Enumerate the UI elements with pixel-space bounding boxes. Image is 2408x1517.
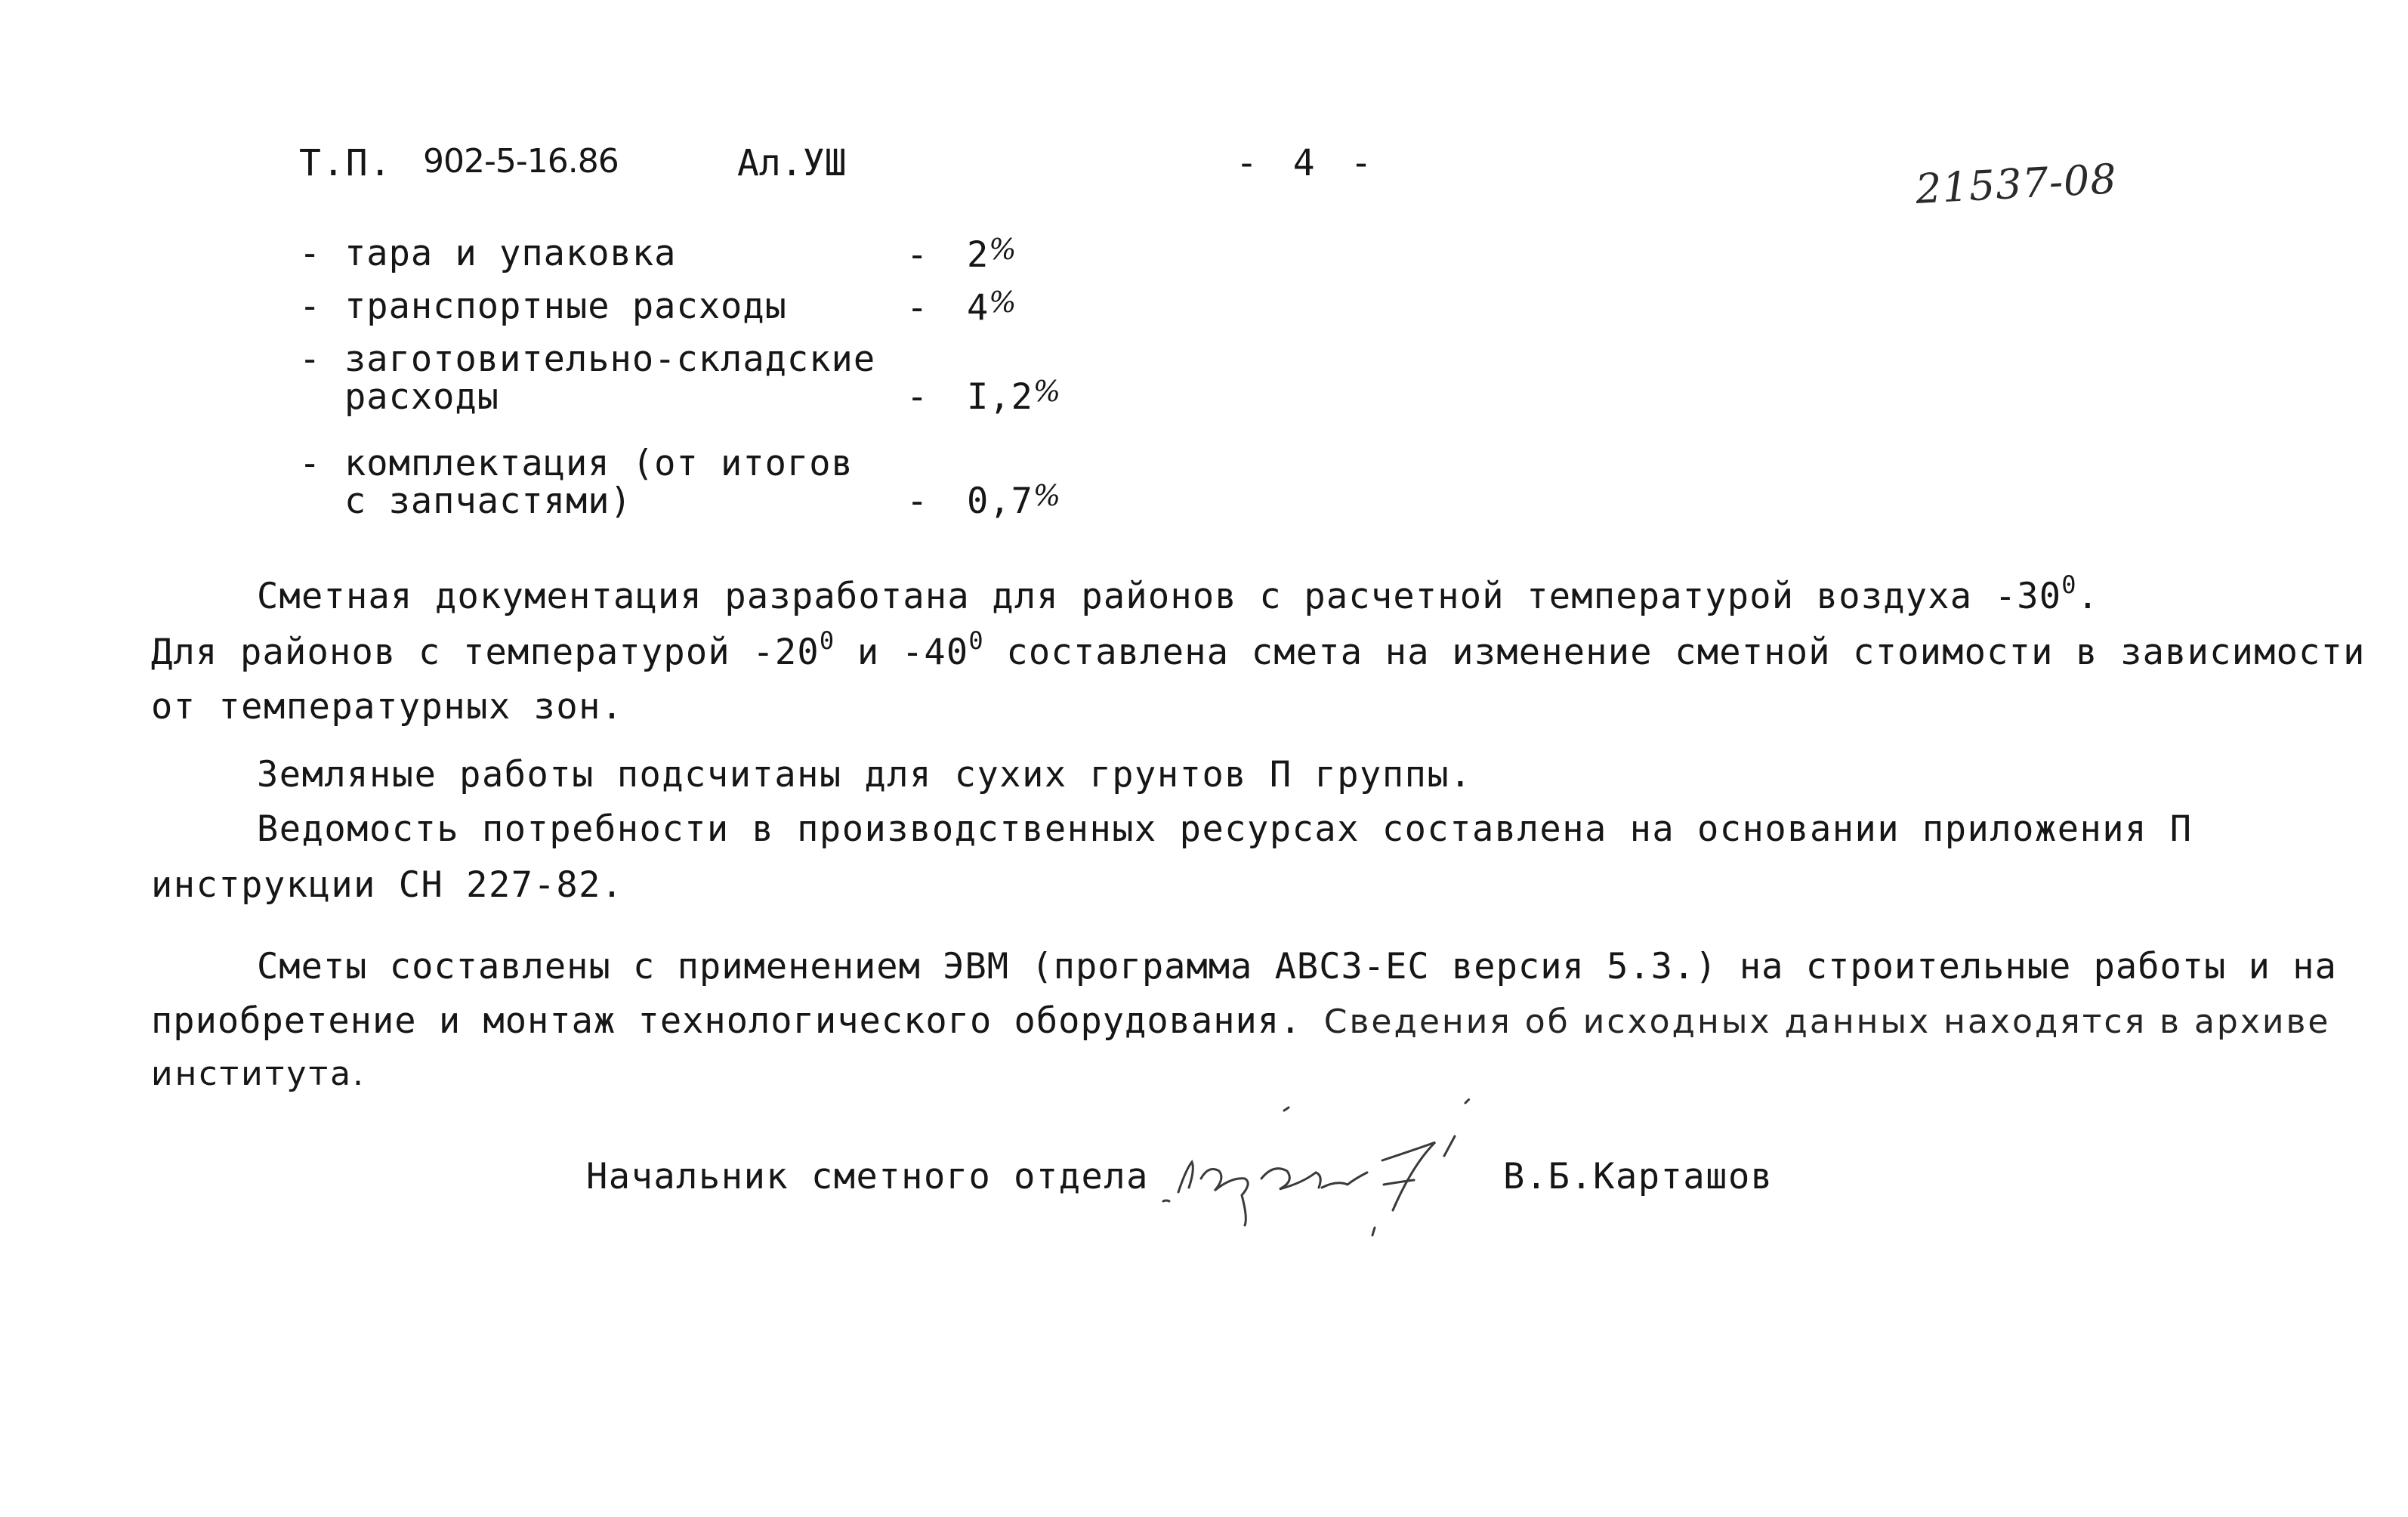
- list-item-separator: -: [906, 234, 929, 276]
- list-item-value: 2%: [967, 233, 1017, 276]
- list-item-label-continued: с запчастями): [344, 480, 632, 522]
- list-item-separator: -: [906, 376, 929, 418]
- paragraph-line: Сметы составлены с применением ЭВМ (программа АВСЗ-ЕС версия 5.3.) на строительные работы и на: [257, 946, 2337, 987]
- paragraph-line: от температурных зон.: [151, 686, 624, 728]
- list-item-dash: -: [299, 338, 322, 380]
- archive-number: 21537-08: [1914, 155, 2119, 213]
- list-item-label: тара и упаковка: [344, 233, 677, 274]
- list-item-label-continued: расходы: [344, 376, 500, 418]
- signature-name: В.Б.Карташов: [1503, 1156, 1774, 1197]
- list-item-label: транспортные расходы: [344, 286, 787, 327]
- paragraph-earthworks: Земляные работы подсчитаны для сухих грунтов П группы.: [257, 754, 1473, 796]
- paragraph-line: института.: [151, 1055, 366, 1093]
- list-item-label: заготовительно-складские: [344, 338, 876, 380]
- album-label: Ал.УШ: [737, 142, 847, 184]
- list-item-separator: -: [906, 480, 929, 522]
- list-item-label: комплектация (от итогов: [344, 443, 854, 484]
- project-code: 902-5-16.86: [423, 142, 619, 181]
- page-number: - 4 -: [1236, 142, 1372, 184]
- paragraph-line: инструкции СН 227-82.: [151, 864, 624, 906]
- handwritten-signature: [1148, 1088, 1480, 1254]
- list-item-value: 4%: [967, 286, 1017, 329]
- signature-position: Начальник сметного отдела: [586, 1156, 1149, 1197]
- paragraph-line: приобретение и монтаж технологического оборудования. Сведения об исходных данных находятся в архиве: [151, 1000, 2331, 1042]
- tp-label: Т.П.: [299, 142, 393, 184]
- list-item-dash: -: [299, 233, 322, 274]
- list-item-dash: -: [299, 286, 322, 327]
- paragraph-line: Сметная документация разработана для районов с расчетной температурой воздуха $-30^0$.: [257, 570, 2100, 617]
- paragraph-line: Для районов с температурой $-20^0$ и $-40^0$ составлена смета на изменение сметной стоимости в зависимости: [151, 626, 2366, 673]
- list-item-value: 0,7%: [967, 479, 1061, 522]
- list-item-separator: -: [906, 287, 929, 329]
- paragraph-line: Ведомость потребности в производственных ресурсах составлена на основании приложения П: [257, 808, 2193, 850]
- list-item-dash: -: [299, 443, 322, 484]
- list-item-value: I,2%: [967, 375, 1061, 418]
